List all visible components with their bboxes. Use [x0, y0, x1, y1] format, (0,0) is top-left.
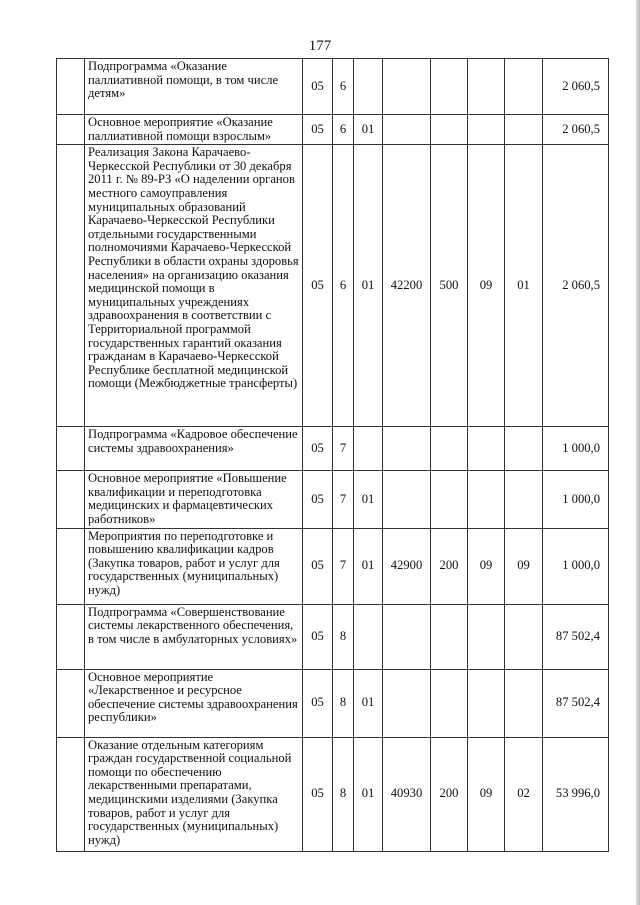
expense-type-cell — [431, 604, 468, 669]
direction-cell — [383, 427, 431, 471]
amount-cell: 2 060,5 — [543, 59, 609, 115]
section-cell: 05 — [303, 115, 333, 145]
event-cell: 01 — [354, 669, 383, 737]
amount-cell: 1 000,0 — [543, 528, 609, 604]
row-lead-cell — [57, 669, 85, 737]
direction-cell — [383, 471, 431, 528]
subsection2-cell — [505, 115, 543, 145]
event-cell: 01 — [354, 115, 383, 145]
page-number: 177 — [308, 38, 332, 54]
section-cell: 05 — [303, 145, 333, 427]
subsection1-cell: 09 — [468, 145, 505, 427]
event-cell: 01 — [354, 737, 383, 851]
item-name-cell: Оказание отдельным категориям граждан государственной социальной помощи по обеспечению лекарственными препаратами, медицинскими изделиями (Закупка товаров, работ и услуг для государственных (муниципальных) нужд) — [85, 737, 303, 851]
item-name-cell: Реализация Закона Карачаево-Черкесской Республики от 30 декабря 2011 г. № 89-РЗ «О наделении органов местного самоуправления муниципальных образований Карачаево-Черкесской Республики отдельными государственными полномочиями Карачаево-Черкесской Республики в области охраны здоровья населения» на организацию оказания медицинской помощи в муниципальных учреждениях здравоохранения в соответствии с Территориальной программой государственных гарантий оказания гражданам в Карачаево-Черкесской Республике бесплатной медицинской помощи (Межбюджетные трансферты) — [85, 145, 303, 427]
expense-type-cell — [431, 471, 468, 528]
event-cell — [354, 427, 383, 471]
program-cell: 8 — [333, 737, 354, 851]
row-lead-cell — [57, 528, 85, 604]
program-cell: 7 — [333, 427, 354, 471]
subsection2-cell — [505, 427, 543, 471]
expense-type-cell: 200 — [431, 737, 468, 851]
item-name-cell: Подпрограмма «Совершенствование системы лекарственного обеспечения, в том числе в амбулаторных условиях» — [85, 604, 303, 669]
table-row — [57, 737, 609, 851]
section-cell: 05 — [303, 737, 333, 851]
amount-cell: 87 502,4 — [543, 669, 609, 737]
amount-cell: 87 502,4 — [543, 604, 609, 669]
item-name-cell: Подпрограмма «Оказание паллиативной помощи, в том числе детям» — [85, 59, 303, 115]
table-row — [57, 604, 609, 669]
subsection2-cell — [505, 604, 543, 669]
subsection1-cell: 09 — [468, 528, 505, 604]
amount-cell: 2 060,5 — [543, 115, 609, 145]
program-cell: 6 — [333, 59, 354, 115]
direction-cell: 42900 — [383, 528, 431, 604]
subsection2-cell: 09 — [505, 528, 543, 604]
item-name-cell: Основное мероприятие «Оказание паллиативной помощи взрослым» — [85, 115, 303, 145]
section-cell: 05 — [303, 669, 333, 737]
page-edge — [636, 0, 640, 905]
subsection2-cell — [505, 59, 543, 115]
event-cell: 01 — [354, 145, 383, 427]
direction-cell — [383, 115, 431, 145]
event-cell: 01 — [354, 471, 383, 528]
program-cell: 8 — [333, 669, 354, 737]
event-cell: 01 — [354, 528, 383, 604]
row-lead-cell — [57, 471, 85, 528]
row-lead-cell — [57, 115, 85, 145]
expense-type-cell — [431, 427, 468, 471]
budget-table — [56, 58, 609, 852]
section-cell: 05 — [303, 59, 333, 115]
row-lead-cell — [57, 604, 85, 669]
event-cell — [354, 59, 383, 115]
section-cell: 05 — [303, 604, 333, 669]
item-name-cell: Основное мероприятие «Повышение квалификации и переподготовка медицинских и фармацевтических работников» — [85, 471, 303, 528]
table-row — [57, 427, 609, 471]
direction-cell — [383, 669, 431, 737]
row-lead-cell — [57, 427, 85, 471]
subsection1-cell — [468, 669, 505, 737]
subsection1-cell: 09 — [468, 737, 505, 851]
expense-type-cell: 200 — [431, 528, 468, 604]
subsection1-cell — [468, 59, 505, 115]
direction-cell — [383, 59, 431, 115]
program-cell: 7 — [333, 471, 354, 528]
section-cell: 05 — [303, 427, 333, 471]
subsection2-cell — [505, 669, 543, 737]
program-cell: 6 — [333, 115, 354, 145]
table-row — [57, 471, 609, 528]
item-name-cell: Подпрограмма «Кадровое обеспечение системы здравоохранения» — [85, 427, 303, 471]
table-row — [57, 528, 609, 604]
subsection1-cell — [468, 471, 505, 528]
expense-type-cell: 500 — [431, 145, 468, 427]
program-cell: 8 — [333, 604, 354, 669]
row-lead-cell — [57, 59, 85, 115]
table-row — [57, 59, 609, 115]
direction-cell — [383, 604, 431, 669]
table-row — [57, 115, 609, 145]
expense-type-cell — [431, 59, 468, 115]
expense-type-cell — [431, 669, 468, 737]
amount-cell: 1 000,0 — [543, 427, 609, 471]
subsection1-cell — [468, 604, 505, 669]
table-row — [57, 669, 609, 737]
table-row — [57, 145, 609, 427]
program-cell: 6 — [333, 145, 354, 427]
item-name-cell: Мероприятия по переподготовке и повышению квалификации кадров (Закупка товаров, работ и услуг для государственных (муниципальных) нужд) — [85, 528, 303, 604]
subsection2-cell: 02 — [505, 737, 543, 851]
row-lead-cell — [57, 737, 85, 851]
expense-type-cell — [431, 115, 468, 145]
direction-cell: 40930 — [383, 737, 431, 851]
amount-cell: 1 000,0 — [543, 471, 609, 528]
subsection2-cell: 01 — [505, 145, 543, 427]
direction-cell: 42200 — [383, 145, 431, 427]
subsection1-cell — [468, 427, 505, 471]
event-cell — [354, 604, 383, 669]
subsection1-cell — [468, 115, 505, 145]
item-name-cell: Основное мероприятие «Лекарственное и ресурсное обеспечение системы здравоохранения республики» — [85, 669, 303, 737]
amount-cell: 2 060,5 — [543, 145, 609, 427]
amount-cell: 53 996,0 — [543, 737, 609, 851]
row-lead-cell — [57, 145, 85, 427]
section-cell: 05 — [303, 528, 333, 604]
program-cell: 7 — [333, 528, 354, 604]
subsection2-cell — [505, 471, 543, 528]
section-cell: 05 — [303, 471, 333, 528]
